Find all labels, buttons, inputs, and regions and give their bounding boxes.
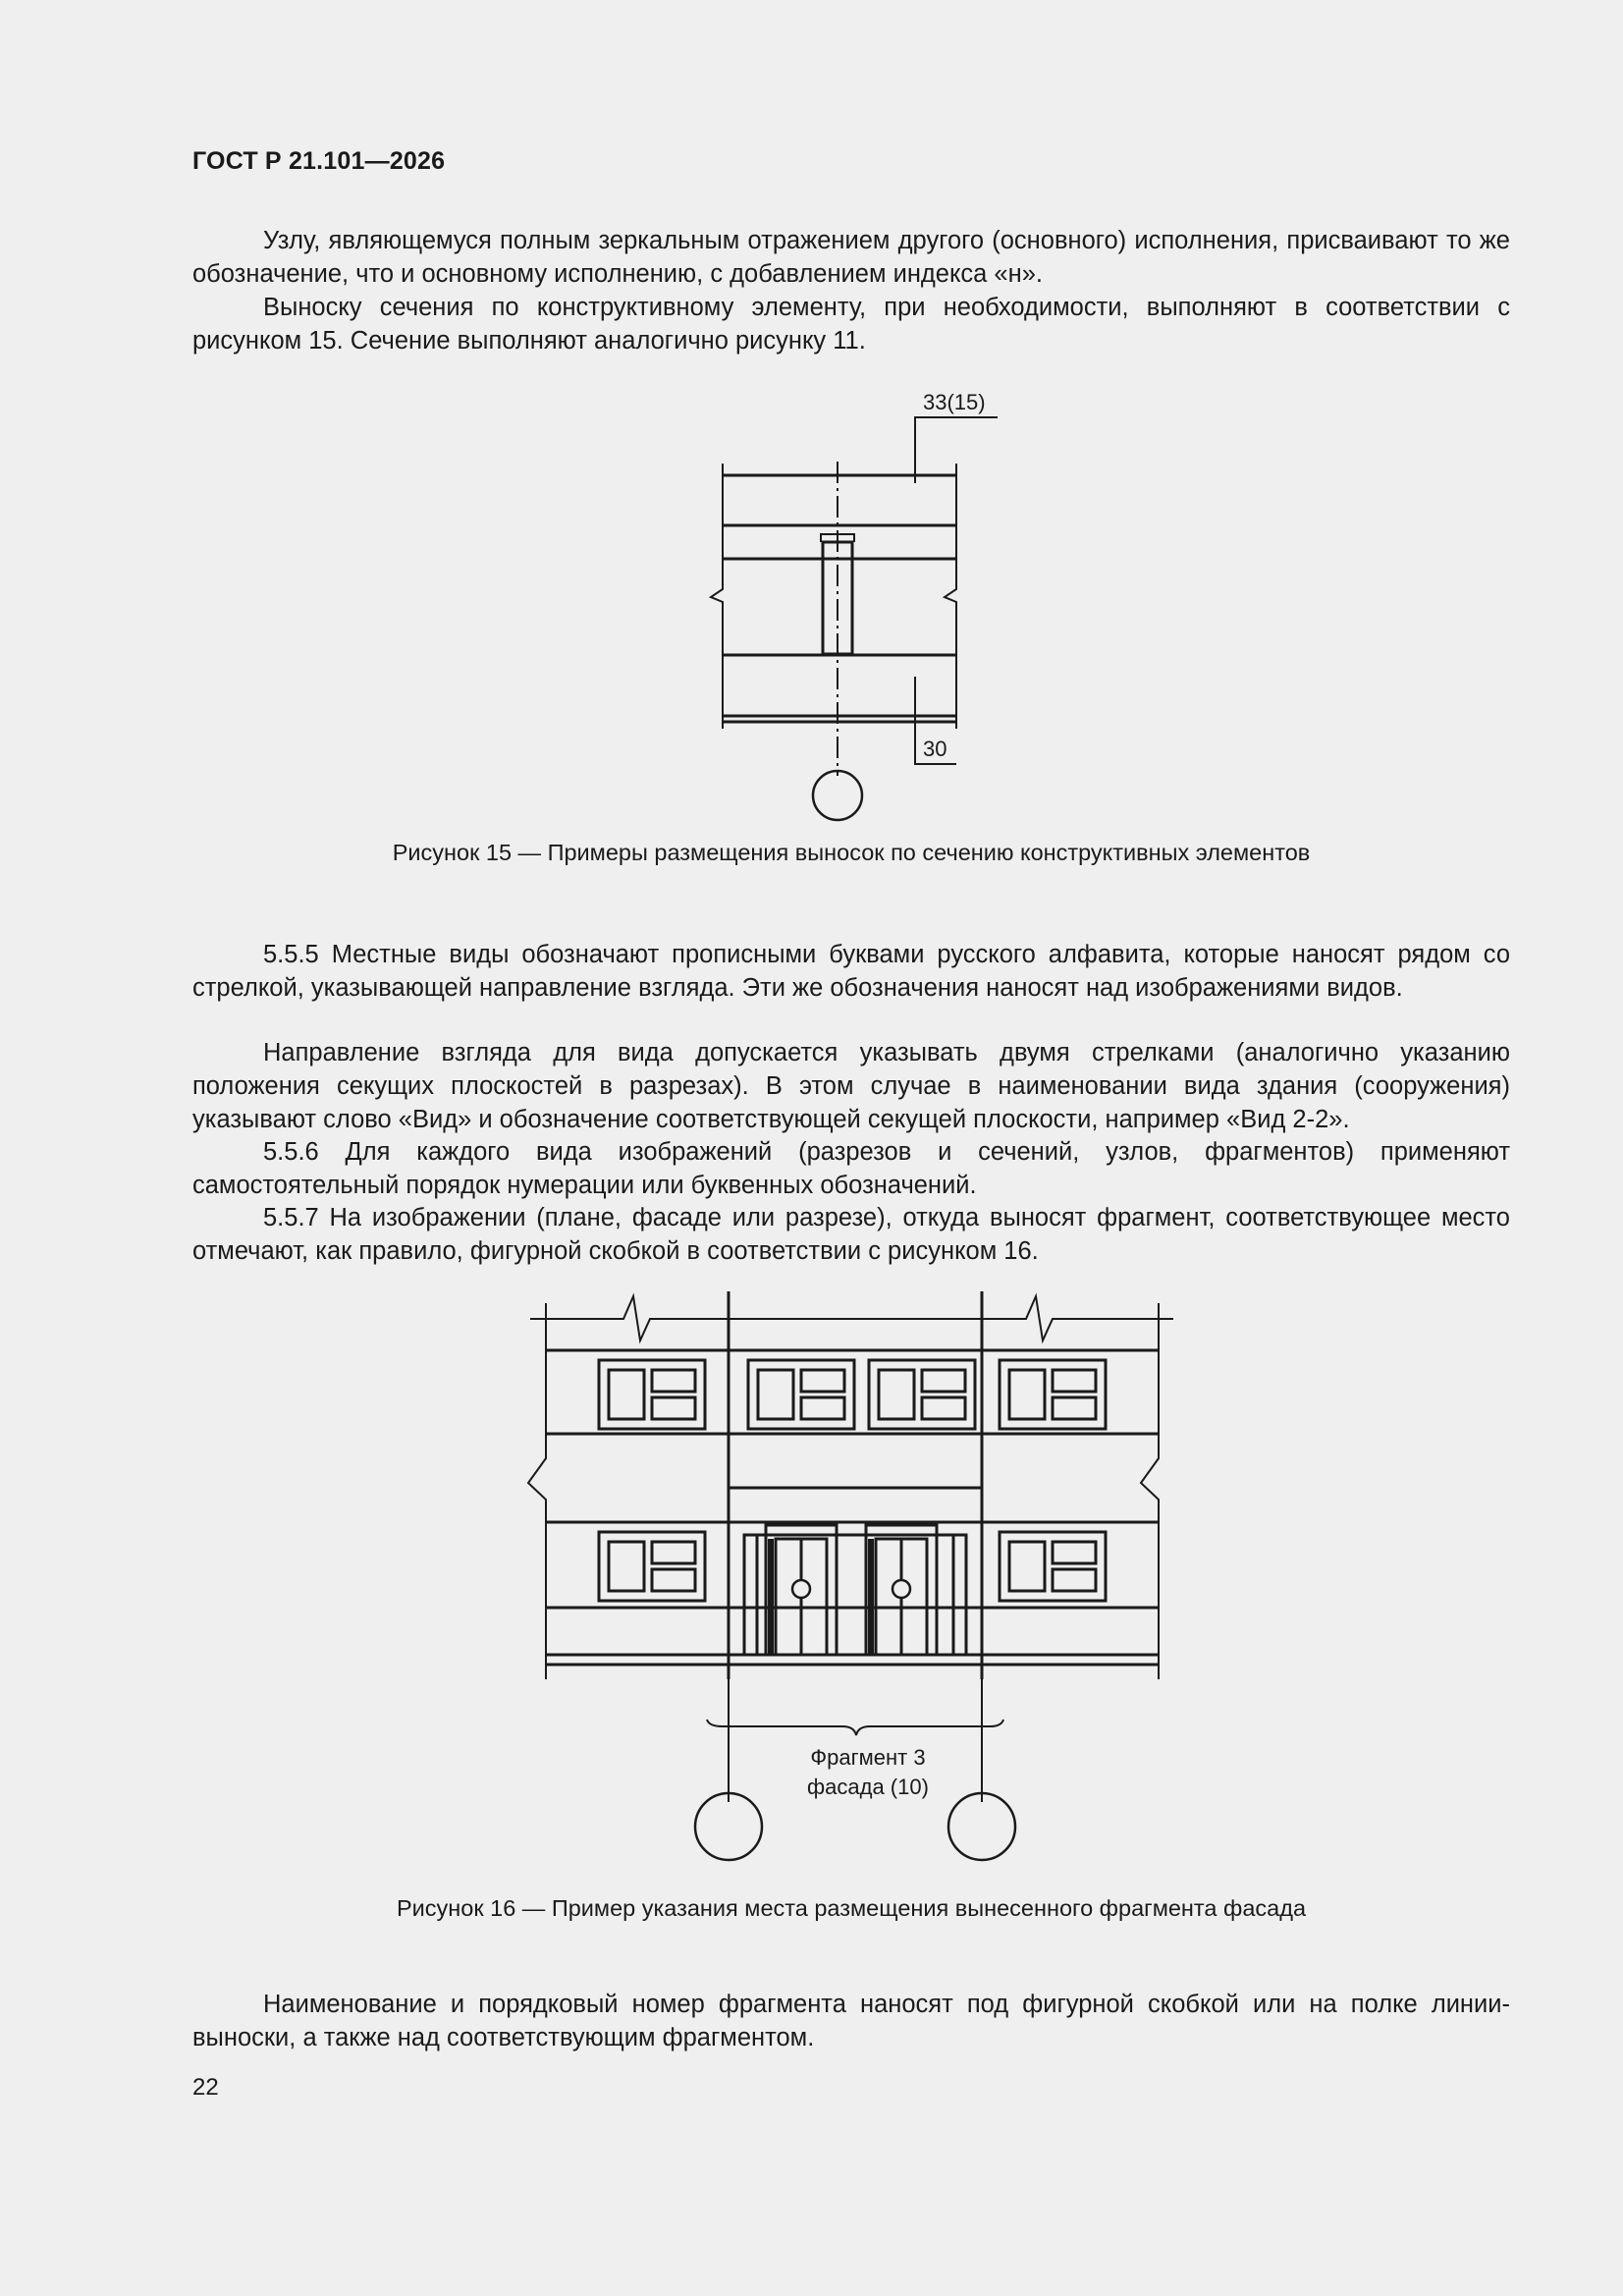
fig16-right-break: [1141, 1303, 1159, 1679]
fig16-entrance-frame: [744, 1535, 966, 1655]
paragraph-5-5-5: 5.5.5 Местные виды обозначают прописными буквами русского алфавита, которые наносят рядом со стрелкой, указывающей направление взгляда. Эти же обозначения наносят над изображениями видов.: [192, 941, 1510, 1002]
fig16-window-upper-1: [599, 1360, 705, 1429]
figure-16-drawing: [491, 1291, 1198, 1881]
fig16-top-break-line: [530, 1296, 1173, 1340]
fig16-door-right-knob: [893, 1580, 910, 1598]
figure-15-caption: Рисунок 15 — Примеры размещения выносок по сечению конструктивных элементов: [392, 840, 1311, 865]
fig15-break-left: [711, 464, 723, 729]
fig16-window-upper-3: [869, 1360, 975, 1429]
figure-16-caption: Рисунок 16 — Пример указания места размещения вынесенного фрагмента фасада: [396, 1895, 1307, 1921]
paragraph-view-direction: Направление взгляда для вида допускается указывать двумя стрелками (аналогично указанию положения секущих плоскостей в разрезах). В этом случае в наименовании вида здания (сооружения) указывают слово «Вид» и обозначение соответствующей секущей плоскости, например «Вид 2-2».: [192, 1039, 1510, 1133]
fig16-curly-brace: [707, 1720, 1003, 1735]
fig16-window-lower-1: [599, 1532, 705, 1601]
fig15-label-bottom: 30: [923, 737, 947, 761]
fig16-window-lower-2: [1000, 1532, 1106, 1601]
figure-15-drawing: [687, 373, 1021, 835]
paragraph-5-5-6: 5.5.6 Для каждого вида изображений (разрезов и сечений, узлов, фрагментов) применяют самостоятельный порядок нумерации или буквенных обозначений.: [192, 1138, 1510, 1199]
fig15-axis-marker-circle: [813, 771, 862, 820]
document-header: ГОСТ Р 21.101—2026: [192, 147, 446, 175]
paragraph-section-callout: Выноску сечения по конструктивному элементу, при необходимости, выполняют в соответствии с рисунком 15. Сечение выполняют аналогично рисунку 11.: [192, 294, 1510, 355]
page-number: 22: [192, 2074, 219, 2101]
paragraph-5-5-7: 5.5.7 На изображении (плане, фасаде или разрезе), откуда выносят фрагмент, соответствующее место отмечают, как правило, фигурной скобкой в соответствии с рисунком 16.: [192, 1204, 1510, 1265]
fig16-label-line1: Фрагмент 3: [810, 1745, 926, 1770]
fig15-break-right: [945, 464, 956, 729]
fig16-window-upper-4: [1000, 1360, 1106, 1429]
fig16-window-upper-2: [748, 1360, 854, 1429]
fig16-door-right-jamb: [868, 1539, 874, 1655]
fig16-marker-circle-right: [948, 1793, 1015, 1860]
fig16-door-left-knob: [792, 1580, 810, 1598]
fig16-left-break: [528, 1303, 546, 1679]
paragraph-fragment-naming: Наименование и порядковый номер фрагмента наносят под фигурной скобкой или на полке линии-выноски, а также над соответствующим фрагментом.: [192, 1991, 1510, 2051]
paragraph-mirror-node: Узлу, являющемуся полным зеркальным отражением другого (основного) исполнения, присваивают то же обозначение, что и основному исполнению, с добавлением индекса «н».: [192, 227, 1510, 288]
fig16-door-left-jamb: [768, 1539, 774, 1655]
fig16-marker-circle-left: [695, 1793, 762, 1860]
fig16-label-line2: фасада (10): [807, 1775, 929, 1799]
fig15-label-top: 33(15): [923, 390, 986, 414]
